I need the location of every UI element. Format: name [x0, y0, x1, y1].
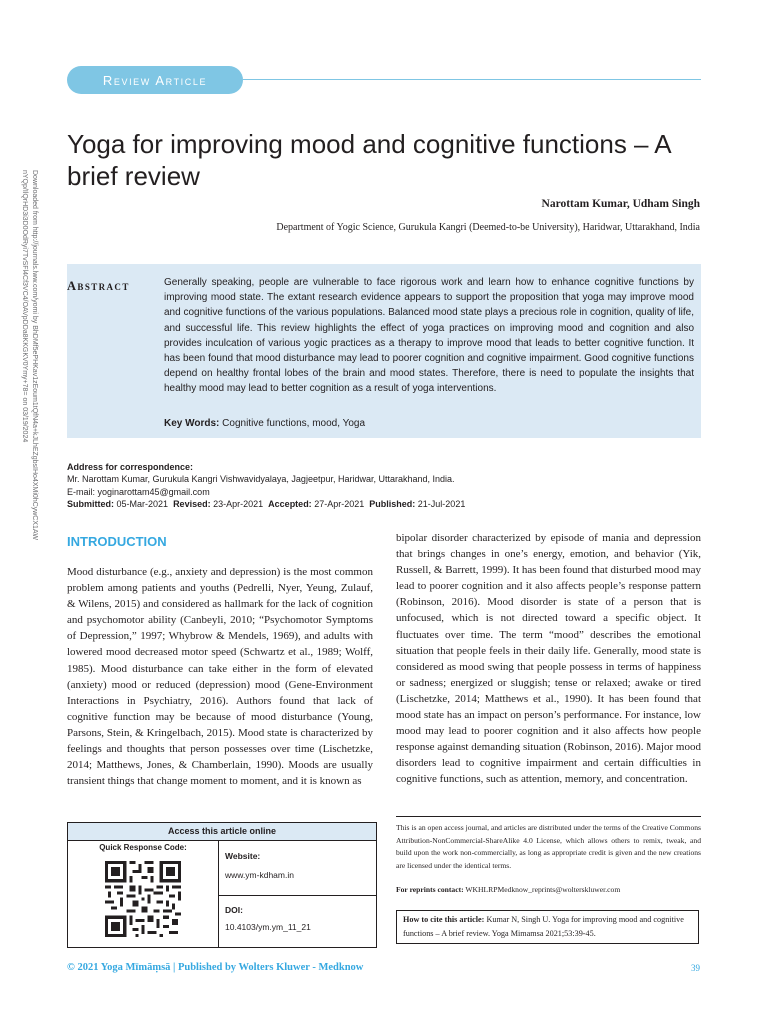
download-watermark [6, 170, 40, 590]
body-column-right: bipolar disorder characterized by episode of mania and depression that brings changes in one’s energy, emotion, and behavior (Yik, Russell, & Barrett, 1999). It has been found that disturbed mood may lead to poorer cognition and it also affects people’s response pattern (Robinson, 2016). Mood disorder is state of a person that is unfocused, which is not directed toward a specific object. It fluctuates over time. The term “mood” describes the emotional situation that people feels in their daily life. Generally, mood state is considered as mood swing that people possess in terms of happiness or sadness; energized or sluggish; tense or relaxed; awake or tired (Lischetzke, 2014; Matthews et al., 1990). It has been found that mood state has an impact on person’s performance. For instance, low mood may lead to poorer cognition and it also affects how people response against demanding situation (Robinson, 2016). Major mood disorders lead to cognitive impairment and certain difficulties in cognitive functions, such as attention, memory, and concentration. [396, 532, 701, 786]
footer-copyright: © 2021 Yoga Mīmāṃsā | Published by Wolters Kluwer - Medknow [67, 962, 364, 973]
body-column-left: Mood disturbance (e.g., anxiety and depression) is the most common problem among patients and youths (Pedrelli, Nyer, Yeung, Zulauf, & Wilens, 2015) and considered as hallmark for the lack of cognition and psychomotor ability (Canbeyli, 2010; “Psychomotor Symptoms of Depression,” 1997; Whybrow & Mendels, 1969), and adults with lowered mood decreased motor speed (Schwartz et al., 1989; Wolff, 1985). Mood disturbance can take either in the form of elevated (anxiety) mood or reduced (depression) mood (Gene-Environment Interactions in Psychiatry, 2016). Authors found that lack of cognitive function may be because of mood disturbance (Young, Parsons, Stein, & Kringelbach, 2015). Mood state is characterized by feelings and thoughts that person possesses over time (Lischetzke, 2014; Matthews, Jones, & Chamberlain, 1990). Moods are usually transient things that change moment to moment, and it is known as [67, 566, 373, 788]
qr-code-icon[interactable] [105, 861, 181, 937]
website-label: Website: [225, 851, 261, 861]
doi-label: DOI: [225, 905, 243, 915]
authors: Narottam Kumar, Udham Singh [541, 198, 700, 210]
doi-cell [219, 896, 376, 947]
website-link[interactable]: www.ym-kdham.in [225, 870, 294, 880]
download-watermark-line-2: nYQp/IlQrHD3i3D0OdRyi7TvSFl4Cf3VC4/OAVpDDa8KKGKV0Ymy+78= on 03/19/2024 [21, 170, 28, 443]
license-rule [396, 816, 701, 817]
access-heading: Access this article online [68, 823, 376, 841]
reprints-contact: For reprints contact: WKHLRPMedknow_reprints@wolterskluwer.com [396, 885, 621, 894]
keywords-label: Key Words: [164, 418, 220, 429]
qr-label: Quick Response Code: [99, 843, 187, 852]
website-cell [219, 841, 376, 896]
doi-link[interactable]: 10.4103/ym.ym_11_21 [225, 922, 311, 932]
keywords-value: Cognitive functions, mood, Yoga [222, 418, 366, 429]
article-dates: Submitted: 05-Mar-2021 Revised: 23-Apr-2021 Accepted: 27-Apr-2021 Published: 21-Jul-2021 [67, 499, 466, 509]
abstract-text: Generally speaking, people are vulnerable to face rigorous work and learn how to enhance cognitive functions by improving mood state. The extant research evidence appears to support the proposition that yoga may improve mood and cognitive functions of the various populations. Balanced mood state plays a precious role in cognition, quality of life, and successful life. This review highlights the effect of yoga practices on improving mood and cognition and also provides inculcation of various yogic practices as a therapy to improve mood that leads to better cognitive function. It has been found that mood disturbance may lead to poorer cognition and cognitive impairment. Good cognitive functions depend on healthy frontal lobes of the brain and mood states. Therefore, there is need to populate the insights that healthy mood may lead to better cognition as a result of yoga interventions. [164, 277, 694, 395]
page-number: 39 [691, 963, 700, 973]
header-rule [243, 79, 701, 80]
qr-cell [68, 841, 219, 947]
keywords [164, 418, 365, 429]
access-article-box [67, 822, 377, 948]
article-type-badge: Review Article [67, 66, 243, 94]
reprints-email[interactable]: WKHLRPMedknow_reprints@wolterskluwer.com [465, 885, 621, 894]
affiliation: Department of Yogic Science, Gurukula Kangri (Deemed-to-be University), Haridwar, Uttarakhand, India [276, 222, 700, 233]
download-watermark-line-1: Downloaded from http://journals.lww.com/yomi by BhDMf5ePHKav1zEoum1tQfN4a+kJLhEZgbsIHo4XMi0hCywCX1AW [31, 170, 38, 540]
article-title: Yoga for improving mood and cognitive functions – A brief review [67, 129, 671, 191]
abstract-heading: Abstract [67, 279, 130, 293]
correspondence-address: Mr. Narottam Kumar, Gurukula Kangri Vishwavidyalaya, Jagjeetpur, Haridwar, Uttarakhand, India. [67, 474, 455, 484]
section-heading-introduction: INTRODUCTION [67, 534, 167, 549]
correspondence-email[interactable]: E-mail: yoginarottam45@gmail.com [67, 487, 210, 497]
correspondence-label: Address for correspondence: [67, 462, 194, 472]
citation-box: How to cite this article: Kumar N, Singh U. Yoga for improving mood and cognitive functions – A brief review. Yoga Mimamsa 2021;53:39-45. [396, 910, 699, 944]
license-text: This is an open access journal, and articles are distributed under the terms of the Creative Commons Attribution-NonCommercial-ShareAlike 4.0 License, which allows others to remix, tweak, and build upon the work non-commercially, as long as appropriate credit is given and the new creations are licensed under the identical terms. [396, 823, 701, 870]
